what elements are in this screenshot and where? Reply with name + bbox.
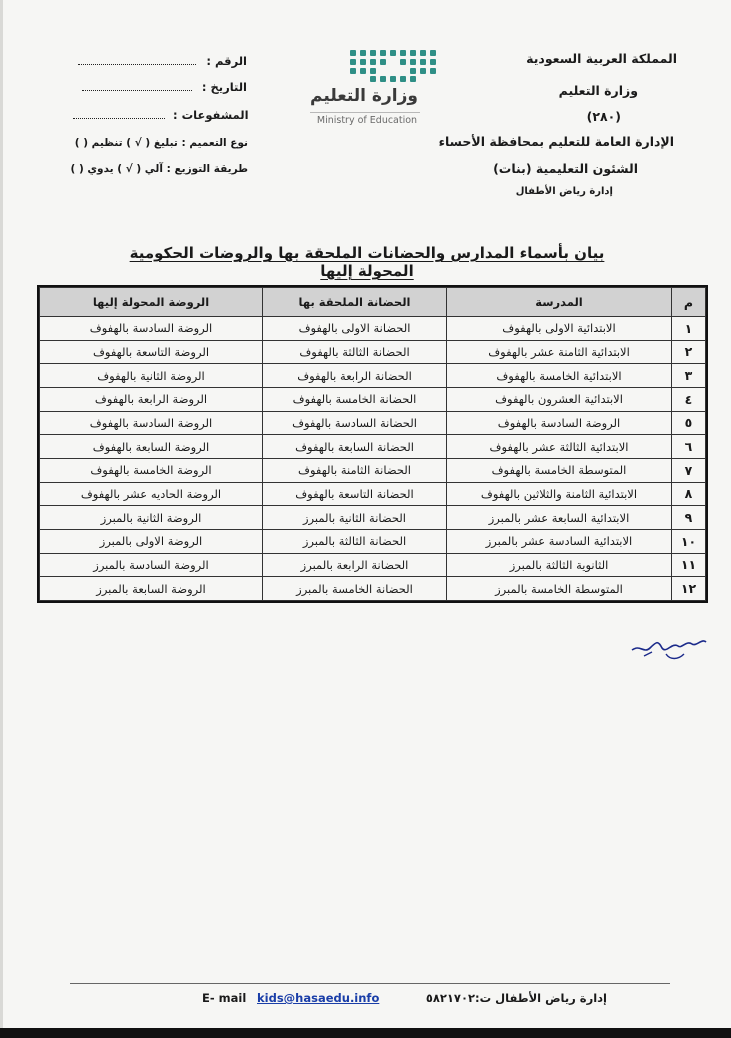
row-nursery: الحضانة السادسة بالهفوف [263,411,447,435]
row-school: الابتدائية العشرون بالهفوف [447,387,672,411]
ministry-name: وزارة التعليم [558,83,638,98]
row-school: الروضة السادسة بالهفوف [447,411,672,435]
row-kindergarten: الروضة الثانية بالمبرز [40,506,263,530]
row-index: ٣ [672,364,706,388]
table-row [40,482,706,506]
logo-divider [310,112,420,113]
row-index: ٧ [672,458,706,482]
row-school: الابتدائية الثالثة عشر بالهفوف [447,435,672,459]
row-school: الابتدائية السابعة عشر بالمبرز [447,506,672,530]
row-kindergarten: الروضة الخامسة بالهفوف [40,458,263,482]
table-row [40,458,706,482]
circular-type: نوع التعميم : تبليغ ( √ ) تنظيم ( ) [74,137,248,149]
row-index: ١ [672,317,706,341]
table-row [40,506,706,530]
attachments-dots [73,110,165,119]
ref-field [73,54,247,68]
table-row [40,529,706,553]
table-row [40,364,706,388]
table-row [40,317,706,341]
scan-bottom-edge [0,1028,731,1038]
row-school: الابتدائية الاولى بالهفوف [447,317,672,341]
logo-english-text: Ministry of Education [316,115,418,126]
footer-email-link[interactable]: kids@hasaedu.info [257,991,380,1005]
row-kindergarten: الروضة السادسة بالمبرز [40,553,263,577]
footer-phone: إدارة رياض الأطفال ت:٥٨٢١٧٠٢ [425,991,607,1005]
distribution-method: طريقة التوزيع : آلي ( √ ) يدوي ( ) [70,163,248,175]
row-index: ٢ [672,340,706,364]
table-header-row [40,288,706,317]
col-header-nursery: الحضانة الملحقة بها [263,288,447,317]
row-index: ٥ [672,411,706,435]
row-nursery: الحضانة الرابعة بالمبرز [263,553,447,577]
logo-arabic-text: وزارة التعليم [310,86,418,106]
table-row [40,411,706,435]
col-header-kindergarten: الروضة المحولة إليها [40,288,263,317]
row-kindergarten: الروضة السادسة بالهفوف [40,317,263,341]
row-nursery: الحضانة الثالثة بالمبرز [263,529,447,553]
ref-label: الرقم : [206,54,247,68]
schools-table [37,285,708,603]
kingdom-name: المملكة العربية السعودية [526,51,677,66]
row-index: ١٢ [672,577,706,601]
document-title: بيان بأسماء المدارس والحضانات الملحقة بها والروضات الحكومية المحولة إليها [129,244,605,280]
row-kindergarten: الروضة الحاديه عشر بالهفوف [40,482,263,506]
row-school: الثانوية الثالثة بالمبرز [447,553,672,577]
table-row [40,553,706,577]
row-nursery: الحضانة الرابعة بالهفوف [263,364,447,388]
table-row [40,435,706,459]
row-nursery: الحضانة الثانية بالمبرز [263,506,447,530]
date-field [73,80,247,94]
row-index: ٤ [672,387,706,411]
row-index: ٩ [672,506,706,530]
footer-divider [70,983,670,984]
row-school: الابتدائية السادسة عشر بالمبرز [447,529,672,553]
ref-dots [78,56,196,65]
circular-number: (٢٨٠) [586,109,621,124]
row-nursery: الحضانة الثالثة بالهفوف [263,340,447,364]
handwritten-signature [626,630,712,666]
col-header-school: المدرسة [447,288,672,317]
date-dots [82,82,192,91]
row-nursery: الحضانة الخامسة بالمبرز [263,577,447,601]
table-row [40,340,706,364]
row-school: الابتدائية الثامنة عشر بالهفوف [447,340,672,364]
row-nursery: الحضانة السابعة بالهفوف [263,435,447,459]
row-index: ١٠ [672,529,706,553]
footer-email-label: E- mail [202,991,247,1005]
date-label: التاريخ : [201,80,247,94]
table-row [40,387,706,411]
row-school: المتوسطة الخامسة بالهفوف [447,458,672,482]
attachments-field [73,108,247,122]
row-kindergarten: الروضة السابعة بالمبرز [40,577,263,601]
row-index: ١١ [672,553,706,577]
row-school: المتوسطة الخامسة بالمبرز [447,577,672,601]
attachments-label: المشفوعات : [173,108,249,122]
col-header-index: م [672,288,706,317]
row-nursery: الحضانة الثامنة بالهفوف [263,458,447,482]
affairs-name: الشئون التعليمية (بنات) [493,161,638,176]
department-name: إدارة رياض الأطفال [515,186,613,197]
row-nursery: الحضانة الخامسة بالهفوف [263,387,447,411]
ministry-logo-icon [350,50,436,82]
row-index: ٦ [672,435,706,459]
row-nursery: الحضانة التاسعة بالهفوف [263,482,447,506]
row-kindergarten: الروضة الرابعة بالهفوف [40,387,263,411]
table-row [40,577,706,601]
row-kindergarten: الروضة الثانية بالهفوف [40,364,263,388]
row-index: ٨ [672,482,706,506]
row-school: الابتدائية الثامنة والثلاثين بالهفوف [447,482,672,506]
row-kindergarten: الروضة التاسعة بالهفوف [40,340,263,364]
scan-edge [0,0,3,1038]
row-nursery: الحضانة الاولى بالهفوف [263,317,447,341]
row-school: الابتدائية الخامسة بالهفوف [447,364,672,388]
directorate-name: الإدارة العامة للتعليم بمحافظة الأحساء [438,134,674,149]
row-kindergarten: الروضة السابعة بالهفوف [40,435,263,459]
row-kindergarten: الروضة الاولى بالمبرز [40,529,263,553]
row-kindergarten: الروضة السادسة بالهفوف [40,411,263,435]
